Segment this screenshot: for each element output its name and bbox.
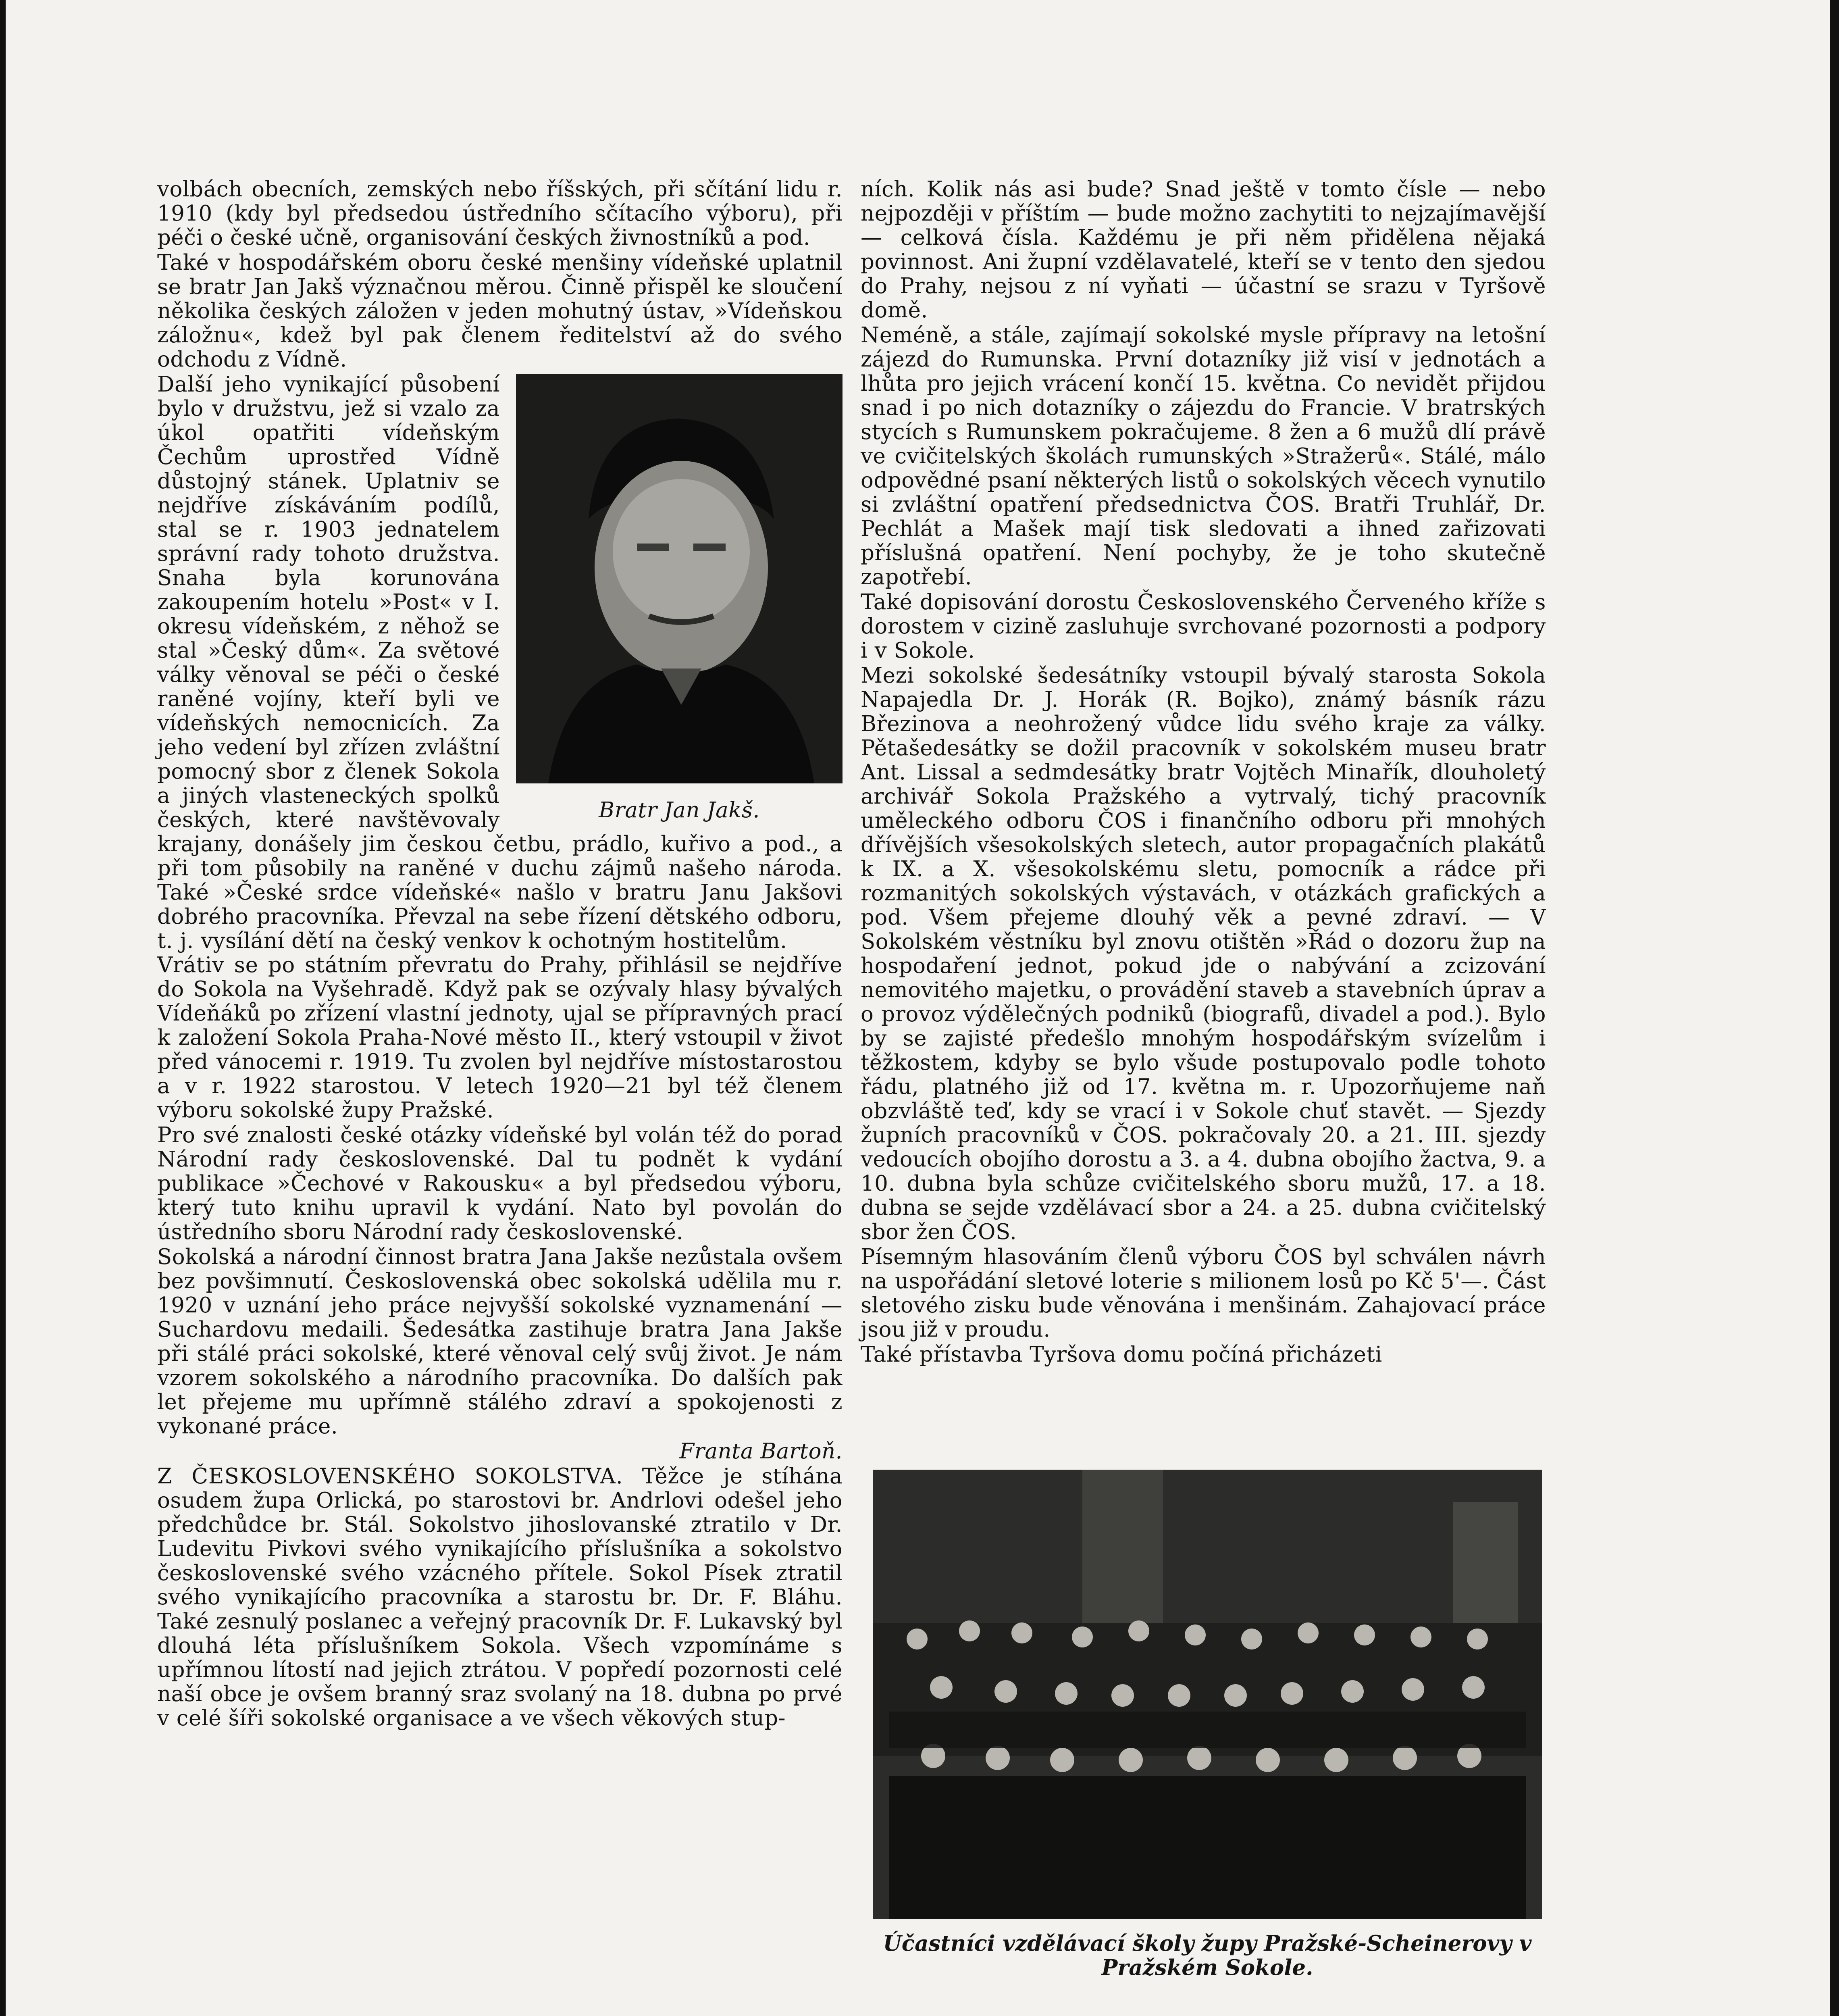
portrait-image (516, 374, 843, 783)
paragraph: Sokolská a národní činnost bratra Jana Jakše nezůstala ovšem bez povšimnutí. Československá obec sokolská udělila mu r. 1920 v uznání jeho práce nejvyšší sokolské vyznamenání — Suchardovu medaili. Šedesátka zastihuje bratra Jana Jakše při stálé práci sokolské, které věnoval celý svůj život. Je nám vzorem sokolského a národního pracovníka. Do dalších pak let přejeme mu upřímně stálého zdraví a spokojenosti z vykonané práce. (157, 1245, 843, 1439)
left-column (157, 177, 843, 1731)
paragraph: Písemným hlasováním členů výboru ČOS byl schválen návrh na uspořádání sletové loterie s milionem losů po Kč 5'—. Část sletového zisku bude věnována i menšinám. Zahajovací práce jsou již v proudu. (861, 1245, 1546, 1342)
paragraph: Také přístavba Tyršova domu počíná přicházeti (861, 1342, 1382, 1367)
section-heading: Z ČESKOSLOVENSKÉHO SOKOLSTVA. (157, 1464, 623, 1489)
paragraph: Mezi sokolské šedesátníky vstoupil bývalý starosta Sokola Napajedla Dr. J. Horák (R. Bojko), známý básník rázu Březinova a neohrožený vůdce lidu svého kraje za války. Pětašedesátky se dožil pracovník v sokolském museu bratr Ant. Lissal a sedmdesátky bratr Vojtěch Minařík, dlouholetý archivář Sokola Pražského a vytrvalý, tichý pracovník uměleckého odboru ČOS i finančního odboru při mnohých dřívějších všesokolských sletech, autor propagačních plakátů k IX. a X. všesokolskému sletu, pomocník a rádce při rozmanitých sokolských výstavách, v otázkách grafických a pod. Všem přejeme dlouhý věk a pevné zdraví. — V Sokolském věstníku byl znovu otištěn »Řád o dozoru žup na hospodaření jednot, pokud jde o nabývání a zcizování nemovitého majetku, o provádění staveb a stavebních úprav a o provoz výdělečných podniků (biografů, divadel a pod.). Bylo by se zajisté předešlo mnohým hospodářským svízelům i těžkostem, kdyby se bylo všude postupovalo podle tohoto řádu, platného již od 17. května m. r. Upozorňujeme naň obzvláště teď, kdy se vrací i v Sokole chuť stavět. — Sjezdy župních pracovníků v ČOS. pokračovaly 20. a 21. III. sjezdy vedoucích obojího dorostu a 3. a 4. dubna obojího žactva, 9. a 10. dubna byla schůze cvičitelského sboru mužů, 17. a 18. dubna se sejde vzdělávací sbor a 24. a 25. dubna cvičitelský sbor žen ČOS. (861, 663, 1546, 1244)
section-paragraph (157, 1464, 843, 1731)
portrait-wrap-block (157, 373, 843, 953)
portrait-caption: Bratr Jan Jakš. (599, 798, 760, 823)
paragraph: Další jeho vynikající působení bylo v družstvu, jež si vzalo za úkol opatřiti vídeňským Čechům uprostřed Vídně důstojný stánek. Uplatniv se nejdříve získáváním podílů, stal se r. 1903 jednatelem správní rady tohoto družstva. Snaha byla korunována zakoupením hotelu »Post« v I. okresu vídeňském, z něhož se stal »Český dům«. Za světové války věnoval se péči o české raněné vojíny, kteří byli ve vídeňských nemocnicích. Za jeho vedení byl zřízen zvláštní pomocný sbor z členek Sokola a jiných vlasteneckých spolků českých, které navštěvovaly krajany, donášely jim českou četbu, prádlo, kuřivo a pod., a při tom působily na raněné v duchu zájmů našeho národa. Také »České srdce vídeňské« našlo v bratru Janu Jakšovi dobrého pracovníka. Převzal na sebe řízení dětského odboru, t. j. vysílání dětí na český venkov k ochotným hostitelům. (157, 372, 843, 953)
paragraph: Pro své znalosti české otázky vídeňské byl volán též do porad Národní rady československé. Dal tu podnět k vydání publikace »Čechové v Rakousku« a byl předsedou výboru, který tuto knihu upravil k vydání. Nato byl povolán do ústředního sboru Národní rady československé. (157, 1123, 843, 1244)
paragraph: Vrátiv se po státním převratu do Prahy, přihlásil se nejdříve do Sokola na Vyšehradě. Když pak se ozývaly hlasy bývalých Vídeňáků po zřízení vlastní jednoty, ujal se přípravných prací k založení Sokola Praha-Nové město II., který vstoupil v život před vánocemi r. 1919. Tu zvolen byl nejdříve místostarostou a v r. 1922 starostou. V letech 1920—21 byl též členem výboru sokolské župy Pražské. (157, 953, 843, 1123)
scan-border-left (0, 0, 6, 2016)
portrait-photo (516, 374, 843, 783)
paragraph: Také v hospodářském oboru české menšiny vídeňské uplatnil se bratr Jan Jakš význačnou měrou. Činně přispěl ke sloučení několika českých záložen v jeden mohutný ústav, »Vídeňskou záložnu«, kdež byl pak členem ředitelství až do svého odchodu z Vídně. (157, 250, 843, 372)
group-photo-caption: Účastníci vzdělávací školy župy Pražské-Scheinerovy v Pražském Sokole. (883, 1931, 1532, 1980)
scan-border-right (1830, 0, 1839, 2016)
author-signature: Franta Bartoň. (679, 1439, 843, 1464)
group-photo-image (873, 1470, 1542, 1919)
paragraph: ních. Kolik nás asi bude? Snad ještě v tomto čísle — nebo nejpozději v příštím — bude možno zachytiti to nejzajímavější — celková čísla. Každému je při něm přidělena nějaká povinnost. Ani župní vzdělavatelé, kteří se v tento den sjedou do Prahy, nejsou z ní vyňati — účastní se srazu v Tyršově domě. (861, 177, 1546, 323)
right-column (861, 177, 1546, 1368)
paragraph: volbách obecních, zemských nebo říšských, při sčítání lidu r. 1910 (kdy byl předsedou ústředního sčítacího výboru), při péči o české učně, organisování českých živnostníků a pod. (157, 177, 843, 250)
portrait-figure (516, 374, 843, 822)
group-photo (873, 1470, 1542, 1919)
section-text: Těžce je stíhána osudem župa Orlická, po starostovi br. Andrlovi odešel jeho předchůdce br. Stál. Sokolstvo jihoslovanské ztratilo v Dr. Ludevitu Pivkovi svého vynikajícího příslušníka a sokolstvo československé svého vzácného přítele. Sokol Písek ztratil svého vynikajícího pracovníka a starostu br. Dr. F. Bláhu. Také zesnulý poslanec a veřejný pracovník Dr. F. Lukavský byl dlouhá léta příslušníkem Sokola. Všech vzpomínáme s upřímnou lítostí nad jejich ztrátou. V popředí pozornosti celé naší obce je ovšem branný sraz svolaný na 18. dubna po prvé v celé šíři sokolské organisace a ve všech věkových stup- (157, 1464, 843, 1731)
paragraph: Neméně, a stále, zajímají sokolské mysle přípravy na letošní zájezd do Rumunska. První dotazníky již visí v jednotách a lhůta pro jejich vrácení končí 15. května. Co nevidět přijdou snad i po nich dotazníky o zájezdu do Francie. V bratrských stycích s Rumunskem pokračujeme. 8 žen a 6 mužů dlí právě ve cvičitelských školách rumunských »Stražerů«. Stálé, málo odpovědné psaní některých listů o sokolských věcech vynutilo si zvláštní opatření předsednictva ČOS. Bratři Truhlář, Dr. Pechlát a Mašek mají tisk sledovati a ihned zařizovati příslušná opatření. Není pochyby, že je toho skutečně zapotřebí. (861, 323, 1546, 589)
paragraph: Také dopisování dorostu Československého Červeného kříže s dorostem v cizině zasluhuje svrchované pozornosti a podpory i v Sokole. (861, 590, 1546, 663)
